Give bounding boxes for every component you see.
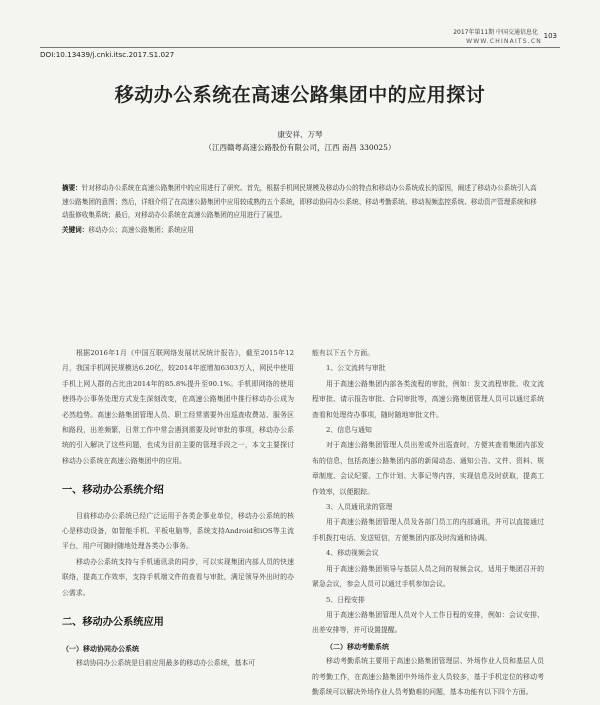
item1-title: 1、公文流转与审批 <box>326 364 386 373</box>
item1-text: 用于高速公路集团内部各类流程的审批，例如：发文流程审批、收文流程审批、请示报告审批、合同审批等，高速公路集团管理人员可以通过系统查看和处理待办事项，随时随地审批文件。 <box>312 379 544 419</box>
item4-text: 用于高速公路集团领导与基层人员之间的视频会议，适用于集团召开的紧急会议，参会人员可以通过手机参加会议。 <box>312 564 544 589</box>
item4-title: 4、移动视频会议 <box>326 549 379 558</box>
abstract-text: 针对移动办公系统在高速公路集团中的应用进行了研究。首先，根据手机网民规模及移动办公的特点和移动办公系统成长的原因，阐述了移动办公系统引入高速公路集团的意图；然后，详细介绍了在高速公路集团中应用较成熟的五个系统，即移动协同办公系统、移动考勤系统、移动视频监控系统、移动资产管理系统和移动报修收集系统；最后，对移动办公系统在高速公路集团的应用进行了展望。 <box>62 184 537 219</box>
authors: 康安祥、万琴 <box>277 130 323 139</box>
section1-heading: 一、移动办公系统介绍 <box>62 485 164 497</box>
item5-text: 用于高速公路集团管理人员对个人工作日程的安排，例如：会议安排、出差安排等，并可设置提醒。 <box>312 610 544 635</box>
subsection1-heading: （一）移动协同办公系统 <box>62 643 139 653</box>
affiliation: （江西赣粤高速公路股份有限公司，江西 南昌 330025） <box>204 143 396 152</box>
item2-title: 2、信息与通知 <box>326 426 372 435</box>
section2-heading: 二、移动办公系统应用 <box>62 617 164 629</box>
right-intro: 能有以下五个方面。 <box>312 349 375 357</box>
journal-website: WWW.CHINAITS.CN <box>466 38 542 45</box>
item3-title: 3、人员通讯录的管理 <box>326 503 393 512</box>
section1-paragraph-1: 目前移动办公系统已经广泛运用于各类企事业单位，移动办公系统的核心是移动设备，如智能手机、平板电脑等，系统支持Android和iOS等主流平台，用户可随时随地处理各类办公事务。 <box>62 511 294 551</box>
keywords-label: 关键词： <box>62 226 89 234</box>
keywords-text: 移动办公；高速公路集团；系统应用 <box>88 226 194 234</box>
article-title: 移动办公系统在高速公路集团中的应用探讨 <box>114 84 486 106</box>
doi: DOI:10.13439/j.cnki.itsc.2017.S1.027 <box>40 50 175 59</box>
right-column <box>312 346 544 700</box>
subsection2-heading: （二）移动考勤系统 <box>326 641 389 651</box>
item3-text: 用于高速公路集团管理人员及各部门员工的内部通讯，并可以直接通过手机拨打电话、发送短信，方便集团内部及时沟通和协调。 <box>312 518 544 542</box>
intro-paragraph: 根据2016年1月《中国互联网络发展状况统计报告》，截至2015年12月，我国手机网民规模达6.20亿，较2014年底增加6303万人，网民中使用手机上网人群的占比由2014年的85.8%提升至90.1%。手机即网络的使用使得办公事务处理方式发生深刻改变，在高速公路集团中推行移动办公成为必然趋势。高速公路集团管理人员、职工经常需要外出巡查收费站、服务区和路段，出差频繁，日常工作中常会遇到需要及时审批的事项，移动办公系统的引入解决了这些问题，也成为目前主要的管理手段之一，本文主要探讨移动办公系统在高速公路集团中的应用。 <box>62 349 294 465</box>
abstract-label: 摘要： <box>62 184 82 192</box>
journal-name: 2017年第11期 中国交通信息化 <box>453 29 538 36</box>
header-divider <box>40 47 560 48</box>
item2-text: 对于高速公路集团管理人员出差或外出巡查时，方便其查看集团内部发布的信息，包括高速公路集团内部的新闻动态、通知公告、文件、资料、规章制度、会议纪要、工作计划、大事记等内容，实现信息及时获取，提高工作效率，以便跟踪。 <box>312 441 544 496</box>
item5-title: 5、日程安排 <box>326 595 365 604</box>
keywords <box>62 224 194 234</box>
page-number: 103 <box>543 32 557 40</box>
subsection2-paragraph: 移动考勤系统主要用于高速公路集团管理层、外场作业人员和基层人员的考勤工作，在高速公路集团中外场作业人员较多，基于手机定位的移动考勤系统可以解决外场作业人员考勤难的问题，基本功能有以下四个方面。 <box>312 657 544 696</box>
subsection1-paragraph: 移动协同办公系统是目前应用最多的移动办公系统，基本可 <box>76 658 256 667</box>
abstract <box>62 182 542 223</box>
section1-paragraph-2: 移动办公系统支持与手机通讯录的同步，可以实现集团内部人员的快速联络，提高工作效率，支持手机端文件的查看与审批，满足领导外出时的办公需求。 <box>62 557 294 597</box>
left-column <box>62 346 294 671</box>
